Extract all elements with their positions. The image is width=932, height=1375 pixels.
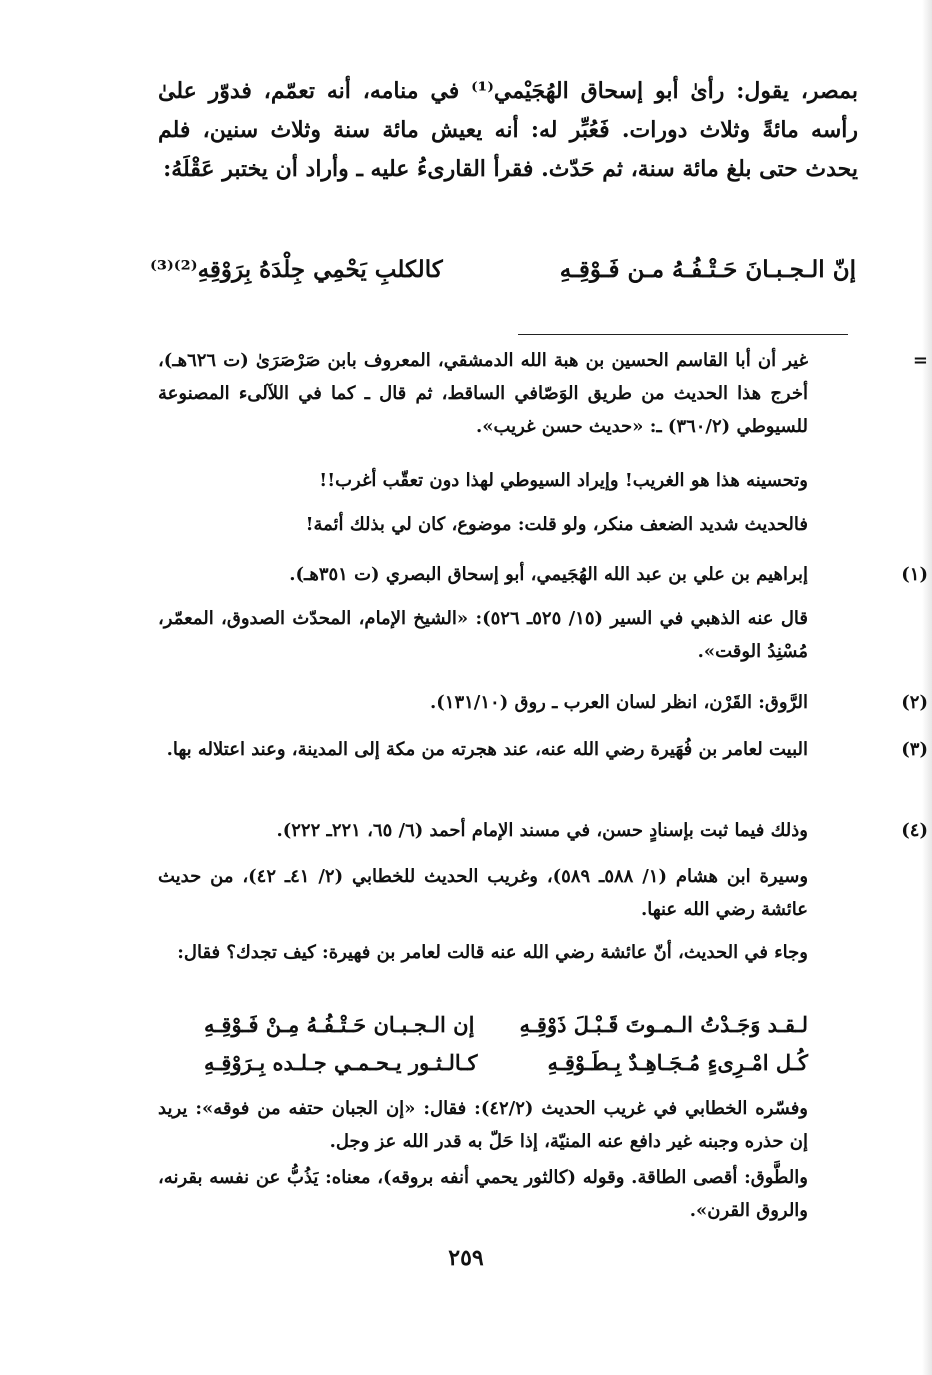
footnote-paragraph: إبراهيم بن علي بن عبد الله الهُجَيمي، أبو إسحاق البصري (ت ٣٥١هـ).	[289, 564, 808, 585]
verse-second-hemistich: إن الـجـبـان حَـتْـفُـهُ مِـنْ فَـوْقِـهِ	[204, 1012, 475, 1037]
footnote-marker-2: (٢)	[901, 692, 928, 713]
footnote-marker-3: (٣)	[901, 739, 928, 760]
footnote-marker-4: (٤)	[901, 820, 928, 841]
footnote-continuation	[158, 344, 808, 443]
footnote-3	[158, 733, 808, 766]
footnote-paragraph: فالحديث شديد الضعف منكر، ولو قلت: موضوع، كان لي بذلك أئمة!	[305, 514, 808, 535]
verse-first-hemistich: كُـل امْـرِىءٍ مُـجَـاهِـدٌ بِـطَـوْقِـهِ	[547, 1050, 808, 1075]
footnote-paragraph: قال عنه الذهبي في السير (١٥/ ٥٢٥ـ ٥٢٦): «الشيخ الإمام، المحدّث الصدوق، المعمّر، مُسْنِدُ الوقت».	[158, 608, 808, 662]
footnote-1-quote	[158, 602, 808, 668]
footnote-2	[158, 686, 808, 719]
footnote-paragraph: وسيرة ابن هشام (١/ ٥٨٨ـ ٥٨٩)، وغريب الحديث للخطابي (٢/ ٤١ـ ٤٢)، من حديث عائشة رضي الله عنها.	[158, 866, 809, 920]
footnote-4-explanation	[158, 1092, 808, 1158]
footnote-1	[158, 558, 808, 591]
verse-first-hemistich: إنّ الـجـبـانَ حَـتْـفُـهُ مـن فَـوْقِـهِ	[559, 256, 856, 283]
footnote-4	[158, 814, 808, 847]
footnote-verse-1	[204, 1012, 808, 1046]
footnote-paragraph: وذلك فيما ثبت بإسنادٍ حسن، في مسند الإمام أحمد (٦/ ٦٥، ٢٢١ـ ٢٢٢).	[276, 820, 808, 841]
footnote-continuation-2	[158, 464, 808, 497]
footnote-paragraph: وفسّره الخطابي في غريب الحديث (٤٢/٢): فقال: «إن الجبان حتفه من فوقه»: يريد إن حذره وجبنه غير دافع عنه المنيّة، إذا حَلّ به قدر الله عز وجل.	[158, 1098, 808, 1152]
footnote-paragraph: غير أن أبا القاسم الحسين بن هبة الله الدمشقي، المعروف بابن صَرْصَرَىٰ (ت ٦٢٦هـ)، أخرج هذا الحديث من طريق الوَصّافي الساقط، ثم قال ـ كما في اللآلىء المصنوعة للسيوطي (٣٦٠/٢) ـ: «حديث حسن غريب».	[158, 350, 808, 437]
footnote-4-sources	[158, 860, 808, 926]
footnote-4-definition	[158, 1161, 808, 1227]
main-paragraph: بمصر، يقول: رأىٰ أبو إسحاق الهُجَيْمي⁽¹⁾ في منامه، أنه تعمّم، فدوّر علىٰ رأسه مائةً وثلاث دورات. فَعُبِّر له: أنه يعيش مائة سنة وثلاث سنين، فلم يحدث حتى بلغ مائة سنة، ثم حَدّث. فقرأ القارىءُ عليه ـ وأراد أن يختبر عَقْلَهُ:	[158, 78, 858, 182]
page-number: ٢٥٩	[448, 1245, 484, 1271]
footnote-verse-2	[204, 1050, 808, 1084]
verse-second-hemistich: كـالـثـور يـحـمـي جـلـده بِـرَوْقِـهِ	[204, 1050, 478, 1075]
footnote-paragraph: وتحسينه هذا هو الغريب! وإيراد السيوطي لهذا دون تعقّب أغرب!!	[319, 470, 808, 491]
footnote-paragraph: وجاء في الحديث، أنّ عائشة رضي الله عنه قالت لعامر بن فهيرة: كيف تجدك؟ فقال:	[177, 942, 808, 963]
main-text	[158, 72, 858, 189]
continuation-marker: =	[912, 350, 928, 371]
footnote-paragraph: البيت لعامر بن فُهَيرة رضي الله عنه، عند هجرته من مكة إلى المدينة، وعند اعتلاله بها.	[166, 739, 808, 760]
footnote-separator	[518, 334, 848, 335]
verse-second-hemistich: كالكلبِ يَحْمِي جِلْدَهُ بِرَوْقِهِ⁽²⁾⁽³⁾	[150, 256, 443, 283]
footnote-marker-1: (١)	[901, 564, 928, 585]
footnote-paragraph: والطَّوق: أقصى الطاقة. وقوله (كالثور يحمي أنفه بروقه)، معناه: يَذُبُّ عن نفسه بقرنه، والروق القرن».	[158, 1167, 808, 1221]
footnote-paragraph: الرَّوق: القَرْن، انظر لسان العرب ـ روق (١٣١/١٠).	[430, 692, 808, 713]
footnote-continuation-3	[158, 508, 808, 541]
footnote-4-hadith	[158, 936, 808, 969]
main-verse	[150, 256, 856, 296]
verse-first-hemistich: لـقـد وَجَـدْتُ الـمـوتَ قَـبْـلَ ذَوْقِـهِ	[519, 1012, 808, 1037]
